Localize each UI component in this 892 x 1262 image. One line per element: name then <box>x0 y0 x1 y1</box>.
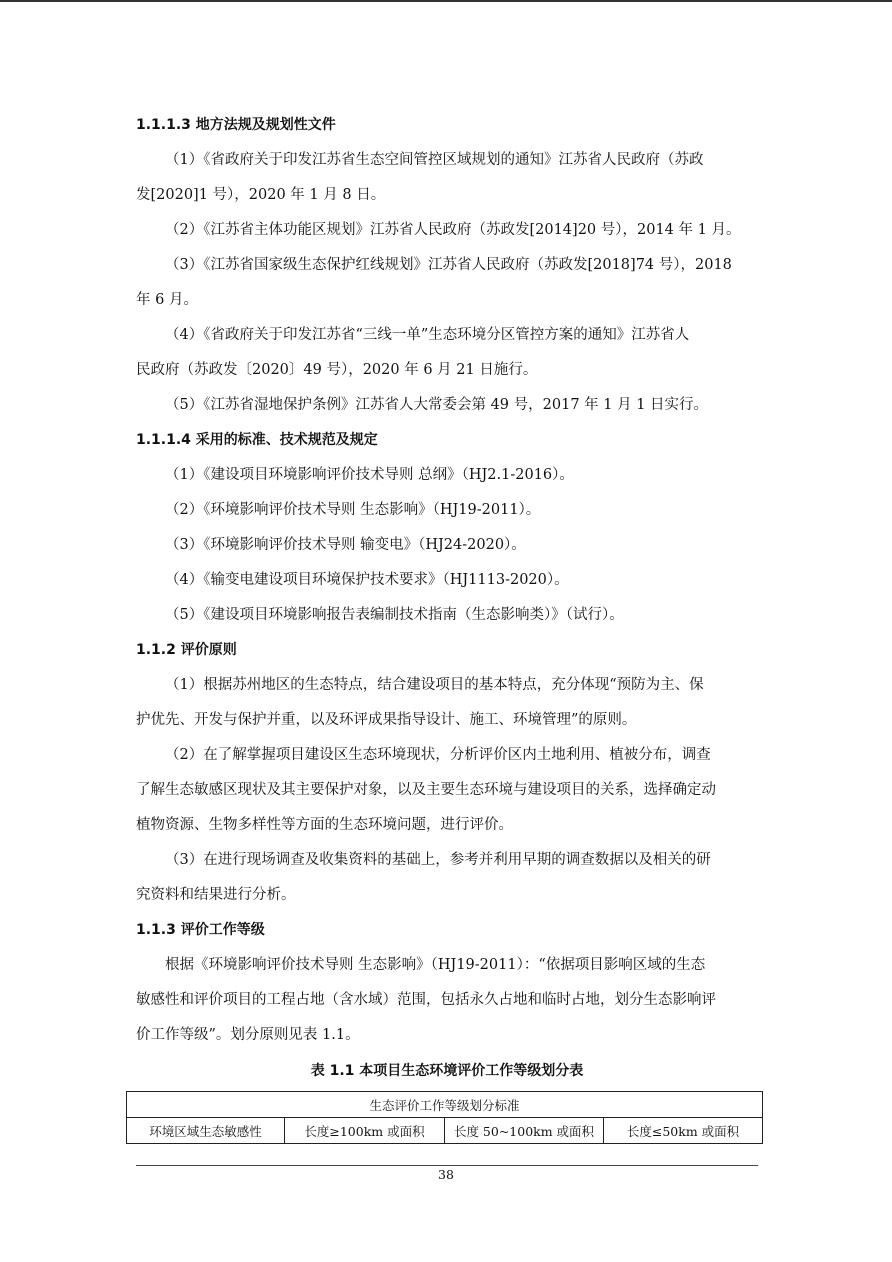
list-item: （2）《环境影响评价技术导则 生态影响》（HJ19-2011）。 <box>165 502 541 518</box>
paragraph: （4）《省政府关于印发江苏省“三线一单”生态环境分区管控方案的通知》江苏省人 民政府（苏政发〔2020〕49 号），2020 年 6 月 21 日施行。 <box>136 327 690 378</box>
footer-rule <box>136 1165 758 1166</box>
list-item: （5）《建设项目环境影响报告表编制技术指南（生态影响类）》（试行）。 <box>165 607 624 623</box>
paragraph: （1）根据苏州地区的生态特点，结合建设项目的基本特点，充分体现“预防为主、保 护优先、开发与保护并重，以及环评成果指导设计、施工、环境管理”的原则。 <box>136 677 704 728</box>
section-heading-1-1-1-3: 1.1.1.3 地方法规及规划性文件 <box>136 117 336 133</box>
top-border-line <box>0 0 892 2</box>
section-heading-1-1-3: 1.1.3 评价工作等级 <box>136 922 265 938</box>
page-number: 38 <box>438 1167 454 1182</box>
document-body <box>136 108 758 1089</box>
section-heading-1-1-1-4: 1.1.1.4 采用的标准、技术规范及规定 <box>136 432 378 448</box>
paragraph: （3）《江苏省国家级生态保护红线规划》江苏省人民政府（苏政发[2018]74 号），2018 年 6 月。 <box>136 257 732 308</box>
paragraph: （1）《省政府关于印发江苏省生态空间管控区域规划的通知》江苏省人民政府（苏政 发[2020]1 号），2020 年 1 月 8 日。 <box>136 152 704 203</box>
paragraph: （2）在了解掌握项目建设区生态环境现状，分析评价区内土地利用、植被分布，调查 了解生态敏感区现状及其主要保护对象，以及主要生态环境与建设项目的关系，选择确定动 植物资源、生物多样性等方面的生态环境问题，进行评价。 <box>136 747 716 833</box>
paragraph: （2）《江苏省主体功能区规划》江苏省人民政府（苏政发[2014]20 号），2014 年 1 月。 <box>165 222 741 238</box>
table-header-span: 生态评价工作等级划分标准 <box>127 1092 763 1118</box>
grading-table <box>126 1091 763 1144</box>
list-item: （1）《建设项目环境影响评价技术导则 总纲》（HJ2.1-2016）。 <box>165 467 574 483</box>
paragraph: （5）《江苏省湿地保护条例》江苏省人大常委会第 49 号，2017 年 1 月 1 日实行。 <box>165 397 709 413</box>
section-heading-1-1-2: 1.1.2 评价原则 <box>136 642 237 658</box>
table-cell: 长度 50~100km 或面积 <box>445 1118 604 1144</box>
table-cell: 长度≤50km 或面积 <box>604 1118 763 1144</box>
list-item: （4）《输变电建设项目环境保护技术要求》（HJ1113-2020）。 <box>165 572 569 588</box>
table-row <box>127 1118 763 1144</box>
table-cell: 环境区域生态敏感性 <box>127 1118 285 1144</box>
list-item: （3）《环境影响评价技术导则 输变电》（HJ24-2020）。 <box>165 537 526 553</box>
table-caption: 表 1.1 本项目生态环境评价工作等级划分表 <box>310 1063 584 1079</box>
table-cell: 长度≥100km 或面积 <box>285 1118 445 1144</box>
table-row <box>127 1092 763 1118</box>
paragraph: （3）在进行现场调查及收集资料的基础上，参考并利用早期的调查数据以及相关的研 究资料和结果进行分析。 <box>136 852 711 903</box>
paragraph: 根据《环境影响评价技术导则 生态影响》（HJ19-2011）：“依据项目影响区域的生态 敏感性和评价项目的工程占地（含水域）范围，包括永久占地和临时占地，划分生态影响评 价工作等级”。划分原则见表 1.1。 <box>136 957 716 1043</box>
